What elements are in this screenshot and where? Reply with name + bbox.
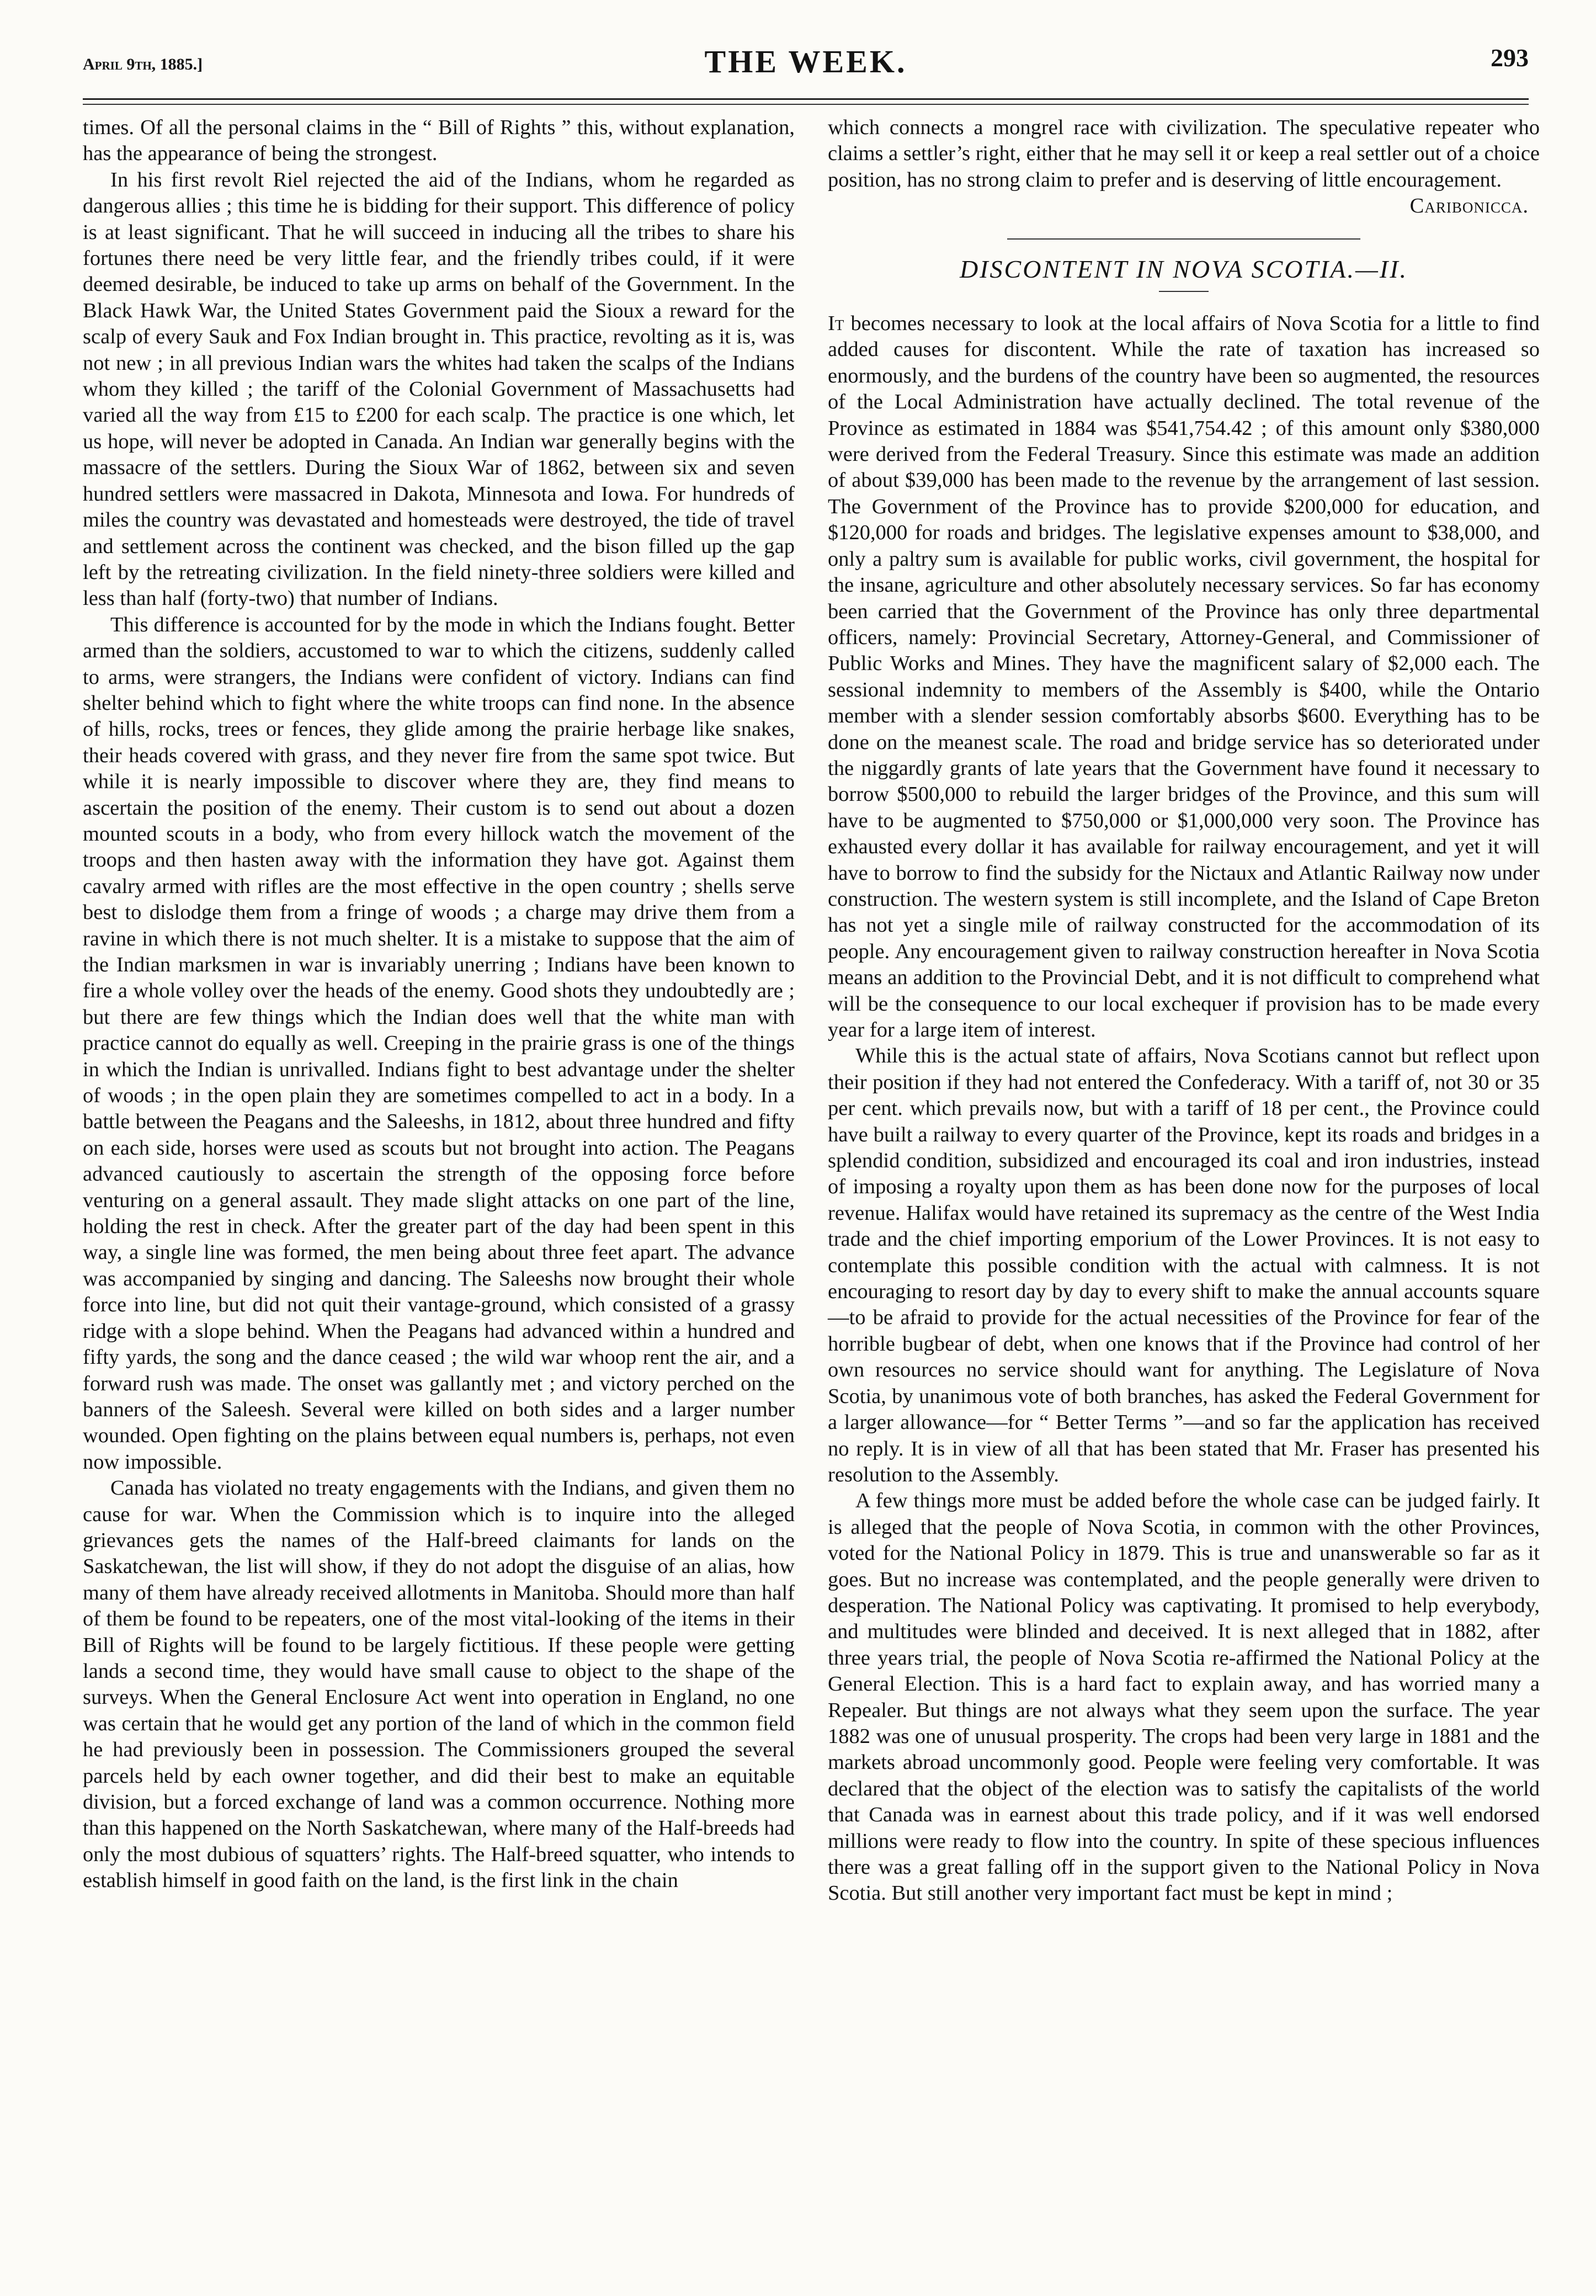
header-rule-bottom bbox=[83, 104, 1529, 105]
article-paragraph: While this is the actual state of affairs, Nova Scotians cannot but reflect upon their position if they had not entered the Confederacy. With a tariff of, not 30 or 35 per cent. which prevails now, but with a tariff of 18 per cent., the Province could have built a railway to every quarter of the Province, kept its roads and bridges in a splendid condition, subsidized and encouraged its coal and iron industries, instead of imposing a royalty upon them as has been done now for the purposes of local revenue. Halifax would have retained its supremacy as the centre of the West India trade and the chief importing emporium of the Lower Provinces. It is not easy to contemplate this possible condition with the actual with calmness. It is not encouraging to resort day by day to every shift to make the annual accounts square—to be afraid to provide for the actual necessities of the Province for fear of the horrible bugbear of debt, when one knows that if the Province had control of her own resources no service should want for anything. The Legislature of Nova Scotia, by unanimous vote of both branches, has asked the Federal Government for a larger allowance—for “ Better Terms ”—and so far the application has received no reply. It is in view of all that has been stated that Mr. Fraser has presented his resolution to the Assembly. bbox=[828, 1044, 1540, 1486]
article-paragraph: A few things more must be added before the whole case can be judged fairly. It is alleged that the people of Nova Scotia, in common with the other Provinces, voted for the National Policy in 1879. This is true and unanswerable so far as it goes. But no increase was contemplated, and the people generally were driven to desperation. The National Policy was captivating. It promised to help everybody, and multitudes were blinded and deceived. It is next alleged that in 1882, after three years trial, the people of Nova Scotia re-affirmed the National Policy at the General Election. This is a hard fact to explain away, and has worried many a Repealer. But things are not always what they seem upon the surface. The year 1882 was one of unusual prosperity. The crops had been very large in 1881 and the markets abroad uncommonly good. People were feeling very comfortable. It was declared that the object of the election was to satisfy the capitalists of the world that Canada was in earnest about this trade policy, and if it was well endorsed millions were ready to flow into the country. In spite of these specious influences there was a great falling off in the support given to the National Policy in Nova Scotia. But still another very important fact must be kept in mind ; bbox=[828, 1489, 1540, 1905]
page-header bbox=[83, 43, 1529, 93]
article-first-paragraph bbox=[828, 311, 1540, 1043]
page-number: 293 bbox=[1491, 44, 1529, 72]
left-paragraph: Canada has violated no treaty engagements with the Indians, and given them no cause for war. When the Commission which is to inquire into the alleged grievances gets the names of the Half-breed claimants for lands on the Saskatchewan, the list will show, if they do not adopt the disguise of an alias, how many of them have already received allotments in Manitoba. Should more than half of them be found to be repeaters, one of the most vital-looking of the items in their Bill of Rights will be found to be largely fictitious. If these people were getting lands a second time, they would have small cause to object to the shape of the surveys. When the General Enclosure Act went into operation in England, no one was certain that he would get any portion of the land of which in the common field he had previously been in possession. The Commissioners grouped the several parcels held by each owner together, and did their best to make an equitable division, but a forced exchange of land was a common occurrence. Nothing more than this happened on the North Saskatchewan, where many of the Half-breeds had only the most dubious of squatters’ rights. The Half-breed squatter, who intends to establish himself in good faith on the land, is the first link in the chain bbox=[83, 1476, 795, 1893]
continued-paragraph: which connects a mongrel race with civilization. The speculative repeater who claims a settler’s right, either that he may sell it or keep a real settler out of a choice position, has no strong claim to prefer and is deserving of little encouragement. bbox=[828, 116, 1540, 192]
signature-line bbox=[828, 193, 1540, 219]
header-rule-top bbox=[83, 98, 1529, 100]
issue-date: April 9th, 1885.] bbox=[83, 55, 203, 73]
left-paragraph: times. Of all the personal claims in the “ Bill of Rights ” this, without explanation, has the appearance of being the strongest. bbox=[83, 116, 795, 166]
left-paragraph: This difference is accounted for by the mode in which the Indians fought. Better armed than the soldiers, accustomed to war to which the citizens, suddenly called to arms, were strangers, the Indians were confident of victory. Indians can find shelter behind which to fight where the white troops can find none. In the absence of hills, rocks, trees or fences, they glide among the prairie herbage like snakes, their heads covered with grass, and they never fire from the same spot twice. But while it is nearly impossible to discover where they are, they find means to ascertain the position of the enemy. Their custom is to send out about a dozen mounted scouts in a body, who from every hillock watch the movement of the troops and then hasten away with the information they have got. Against them cavalry armed with rifles are the most effective in the open country ; shells serve best to dislodge them from a fringe of woods ; a charge may drive them from a ravine in which there is not much shelter. It is a mistake to suppose that the aim of the Indian marksmen in war is invariably unerring ; Indians have been known to fire a whole volley over the heads of the enemy. Good shots they undoubtedly are ; but there are few things which the Indian does well that the white man with practice cannot do equally as well. Creeping in the prairie grass is one of the things in which the Indian is unrivalled. Indians fight to best advantage under the shelter of woods ; in the open plain they are sometimes compelled to act in a body. In a battle between the Peagans and the Saleeshs, in 1812, about three hundred and fifty on each side, horses were used as scouts but not brought into action. The Peagans advanced cautiously to ascertain the strength of the opposing force before venturing on a general assault. They made slight attacks on one part of the line, holding the rest in check. After the greater part of the day had been spent in this way, a single line was formed, the men being about three feet apart. The advance was accompanied by singing and dancing. The Saleeshs now brought their whole force into line, but did not quit their vantage-ground, which consisted of a grassy ridge with a slope behind. When the Peagans had advanced within a hundred and fifty yards, the song and the dance ceased ; the wild war whoop rent the air, and a forward rush was made. The onset was gallantly met ; and victory perched on the banners of the Saleesh. Several were killed on both sides and a larger number wounded. Open fighting on the plains between equal numbers is, perhaps, not even now impossible. bbox=[83, 613, 795, 1474]
author-signature: Caribonicca. bbox=[1409, 194, 1529, 218]
article-heading: DISCONTENT IN NOVA SCOTIA.—II. bbox=[959, 254, 1408, 283]
right-column bbox=[828, 115, 1540, 1907]
newspaper-title: THE WEEK. bbox=[704, 44, 907, 79]
left-column bbox=[83, 115, 795, 1894]
first-paragraph-text: becomes necessary to look at the local affairs of Nova Scotia for a little to find added causes for discontent. While the rate of taxation has increased so enormously, and the burdens of the country have been so augmented, the resources of the Local Administration have actually declined. The total revenue of the Province as estimated in 1884 was $541,754.42 ; of this amount only $380,000 were derived from the Federal Treasury. Since this estimate was made an addition of about $39,000 has been made to the revenue by the arrangement of last session. The Government of the Province has to provide $200,000 for education, and $120,000 for roads and bridges. The legislative expenses amount to $38,000, and only a paltry sum is available for public works, civil government, the hospital for the insane, agriculture and other absolutely necessary services. So far has economy been carried that the Government of the Province has only three departmental officers, namely: Provincial Secretary, Attorney-General, and Commissioner of Public Works and Mines. They have the magnificent salary of $2,000 each. The sessional indemnity to members of the Assembly is $400, while the Ontario member with a slender session comfortably absorbs $600. Everything has to be done on the meanest scale. The road and bridge service has so deteriorated under the niggardly grants of late years that the Government have found it necessary to borrow $500,000 to rebuild the larger bridges of the Province, and this sum will have to be augmented to $750,000 or $1,000,000 very soon. The Province has exhausted every dollar it has available for railway encouragement, and yet it will have to borrow to find the subsidy for the Nictaux and Atlantic Railway now under construction. The western system is still incomplete, and the Island of Cape Breton has not yet a single mile of railway constructed for the accommodation of its people. Any encouragement given to railway construction hereafter in Nova Scotia means an addition to the Provincial Debt, and it is not difficult to comprehend what will be the consequence to our local exchequer if provision has to be made every year for a large item of interest. bbox=[828, 312, 1540, 1041]
lead-word: It bbox=[828, 312, 844, 336]
heading-rule bbox=[1159, 291, 1209, 292]
left-paragraph: In his first revolt Riel rejected the aid of the Indians, whom he regarded as dangerous allies ; this time he is bidding for their support. This difference of policy is at least significant. That he will succeed in inducing all the tribes to share his fortunes there need be very little fear, and the friendly tribes could, if it were deemed desirable, be induced to take up arms on behalf of the Government. In the Black Hawk War, the United States Government paid the Sioux a reward for the scalp of every Sauk and Fox Indian brought in. This practice, revolting as it is, was not new ; in all previous Indian wars the whites had taken the scalps of the Indians whom they killed ; the tariff of the Colonial Government of Massachusetts had varied all the way from £15 to £200 for each scalp. The practice is one which, let us hope, will never be adopted in Canada. An Indian war generally begins with the massacre of the settlers. During the Sioux War of 1862, between six and seven hundred settlers were massacred in Dakota, Minnesota and Iowa. For hundreds of miles the country was devastated and homesteads were destroyed, the tide of travel and settlement across the continent was checked, and the bison filled up the gap left by the retreating civilization. In the field ninety-three soldiers were killed and less than half (forty-two) that number of Indians. bbox=[83, 168, 795, 610]
article-separator bbox=[1007, 238, 1360, 240]
